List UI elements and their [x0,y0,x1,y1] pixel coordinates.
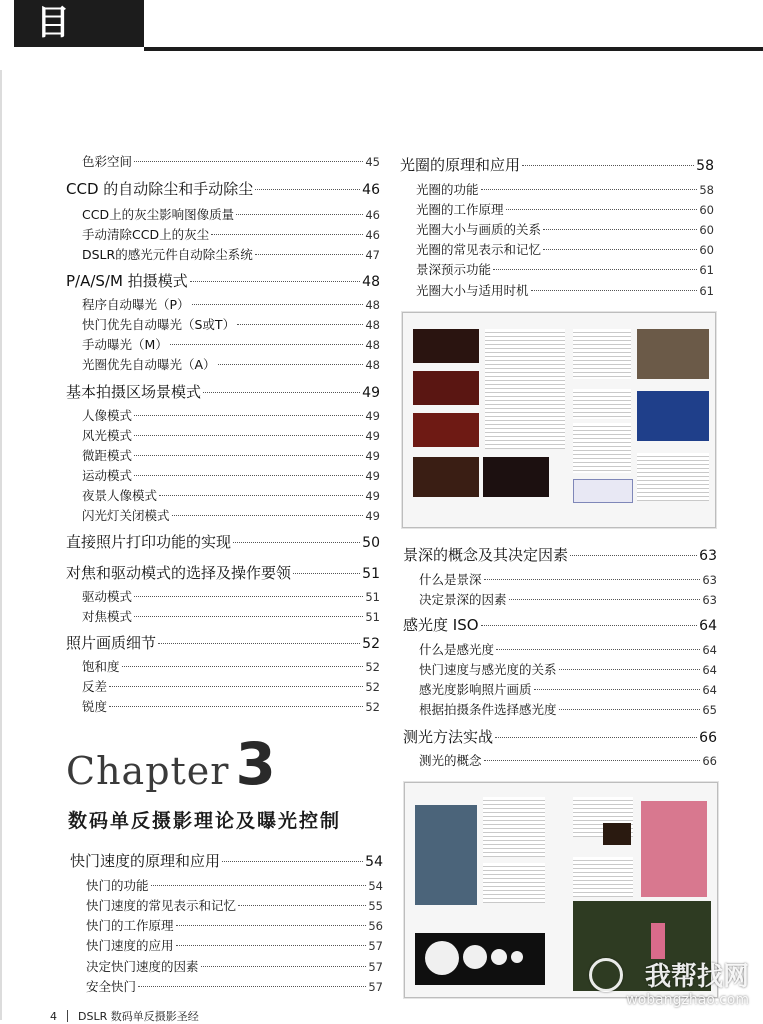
toc-entry-page: 49 [365,509,380,523]
toc-entry-title: 光圈的原理和应用 [400,156,521,174]
dot-leader [543,248,697,250]
dot-leader [293,572,360,574]
toc-subsection-entry [419,680,717,698]
watermark-url: wobangzhao.com [626,992,749,1008]
toc-section-entry [400,154,714,175]
toc-entry-title: 闪光灯关闭模式 [82,508,170,523]
toc-subsection-entry [416,180,714,198]
dot-leader [495,736,697,738]
toc-entry-title: 什么是感光度 [419,642,495,657]
toc-entry-page: 61 [699,284,714,298]
toc-entry-title: 光圈的工作原理 [416,202,504,217]
toc-section-entry [66,270,380,291]
dot-leader [531,289,698,291]
toc-entry-title: 人像模式 [82,408,133,423]
toc-entry-page: 49 [365,449,380,463]
dot-leader [493,268,697,270]
toc-entry-page: 63 [699,548,717,564]
toc-entry-title: 程序自动曝光（P） [82,297,190,312]
toc-subsection-entry [416,200,714,218]
toc-section-entry [66,562,380,583]
toc-entry-title: 测光方法实战 [403,728,494,746]
toc-entry-page: 64 [702,663,717,677]
toc-entry-title: 对焦和驱动模式的选择及操作要领 [66,564,292,582]
footer-divider [67,1010,68,1022]
toc-subsection-entry [82,355,380,373]
dot-leader [218,363,364,365]
toc-entry-page: 51 [365,610,380,624]
toc-subsection-entry [82,315,380,333]
page-number: 4 [50,1009,57,1023]
toc-subsection-entry [82,466,380,484]
watermark-name: 我帮找网 [644,962,749,992]
toc-entry-page: 49 [365,409,380,423]
toc-entry-title: 手动曝光（M） [82,337,168,352]
toc-entry-page: 50 [362,535,380,551]
toc-entry-title: 测光的概念 [419,753,482,768]
toc-subsection-entry [416,220,714,238]
dot-leader [559,668,701,670]
toc-entry-page: 52 [362,636,380,652]
toc-subsection-entry [82,657,380,675]
toc-subsection-entry [82,225,380,243]
toc-subsection-entry [416,281,714,299]
toc-subsection-entry [82,607,380,625]
toc-entry-page: 64 [702,643,717,657]
chapter-heading [66,730,276,800]
toc-entry-page: 65 [702,703,717,717]
toc-subsection-entry [419,751,717,769]
toc-subsection-entry [82,335,380,353]
dot-leader [255,253,364,255]
toc-entry-title: 感光度影响照片画质 [419,682,532,697]
toc-entry-page: 47 [365,248,380,262]
dot-leader [484,578,701,580]
toc-entry-title: 直接照片打印功能的实现 [66,533,232,551]
toc-entry-page: 66 [699,730,717,746]
dot-leader [122,665,364,667]
toc-entry-page: 60 [699,223,714,237]
toc-entry-title: 光圈优先自动曝光（A） [82,357,216,372]
toc-subsection-entry [82,677,380,695]
toc-entry-title: 安全快门 [86,979,137,994]
toc-subsection-entry [86,957,383,975]
page-title: 目 录 [14,0,144,47]
toc-entry-page: 57 [368,939,383,953]
chapter-word: Chapter [66,749,230,793]
toc-entry-title: 景深的概念及其决定因素 [403,546,569,564]
dot-leader [134,434,363,436]
toc-entry-page: 51 [362,566,380,582]
magnifier-icon [589,958,623,992]
toc-entry-title: 快门速度的原理和应用 [70,852,221,870]
dot-leader [172,514,364,516]
toc-entry-title: 景深预示功能 [416,262,492,277]
page-spread-thumbnail-aperture [402,312,716,528]
dot-leader [134,595,363,597]
dot-leader [134,615,363,617]
dot-leader [201,965,367,967]
toc-entry-title: 快门优先自动曝光（S或T） [82,317,236,332]
toc-entry-title: 光圈的常见表示和记忆 [416,242,542,257]
toc-subsection-entry [82,446,380,464]
toc-entry-page: 64 [699,618,717,634]
chapter-number: 3 [235,730,276,798]
toc-subsection-entry [419,590,717,608]
toc-entry-page: 60 [699,203,714,217]
toc-entry-page: 58 [699,183,714,197]
dot-leader [176,924,367,926]
toc-entry-page: 54 [368,879,383,893]
toc-entry-page: 66 [702,754,717,768]
dot-leader [481,624,698,626]
toc-entry-title: 照片画质细节 [66,634,157,652]
title-rule [144,47,763,51]
toc-entry-title: 快门速度与感光度的关系 [419,662,557,677]
toc-section-entry [66,632,380,653]
toc-entry-page: 45 [365,155,380,169]
toc-subsection-entry [82,486,380,504]
toc-entry-title: 运动模式 [82,468,133,483]
toc-section-entry [403,614,717,635]
toc-subsection-entry [82,506,380,524]
dot-leader [496,648,700,650]
toc-section-entry [403,726,717,747]
toc-entry-title: 夜景人像模式 [82,488,158,503]
toc-entry-page: 55 [368,899,383,913]
toc-entry-page: 60 [699,243,714,257]
toc-subsection-entry [82,406,380,424]
dot-leader [509,598,701,600]
toc-subsection-entry [419,700,717,718]
toc-entry-title: 快门速度的常见表示和记忆 [86,898,237,913]
toc-entry-page: 54 [365,854,383,870]
dot-leader [211,233,363,235]
book-title: DSLR 数码单反摄影圣经 [78,1010,199,1023]
page-edge [0,70,2,1020]
toc-entry-title: DSLR的感光元件自动除尘系统 [82,247,253,262]
toc-section-entry [66,381,380,402]
dot-leader [134,414,363,416]
toc-subsection-entry [416,240,714,258]
dot-leader [134,454,363,456]
toc-subsection-entry [416,260,714,278]
dot-leader [176,944,367,946]
toc-entry-page: 58 [696,158,714,174]
toc-entry-page: 51 [365,590,380,604]
toc-subsection-entry [86,936,383,954]
toc-subsection-entry [419,640,717,658]
toc-entry-page: 48 [362,274,380,290]
toc-subsection-entry [82,245,380,263]
toc-entry-title: 决定快门速度的因素 [86,959,199,974]
toc-entry-title: CCD 的自动除尘和手动除尘 [66,180,254,198]
watermark [585,954,755,1016]
dot-leader [255,188,360,190]
dot-leader [233,541,360,543]
toc-entry-title: 反差 [82,679,108,694]
toc-subsection-entry [86,916,383,934]
toc-subsection-entry [82,152,380,170]
toc-entry-title: 光圈大小与适用时机 [416,283,529,298]
toc-entry-page: 48 [365,298,380,312]
dot-leader [522,164,694,166]
toc-entry-title: 驱动模式 [82,589,133,604]
dot-leader [543,228,697,230]
toc-subsection-entry [82,295,380,313]
toc-entry-page: 46 [365,208,380,222]
dot-leader [138,985,366,987]
toc-entry-title: 快门的工作原理 [86,918,174,933]
toc-entry-title: 锐度 [82,699,108,714]
toc-section-entry [66,178,380,199]
toc-entry-page: 61 [699,263,714,277]
toc-entry-title: CCD上的灰尘影响图像质量 [82,207,235,222]
dot-leader [534,688,701,690]
toc-entry-page: 57 [368,980,383,994]
toc-subsection-entry [419,660,717,678]
toc-entry-page: 46 [362,182,380,198]
toc-entry-title: 根据拍摄条件选择感光度 [419,702,557,717]
dot-leader [481,188,698,190]
dot-leader [109,685,363,687]
dot-leader [203,391,360,393]
dot-leader [134,474,363,476]
dot-leader [134,160,363,162]
toc-entry-page: 49 [365,429,380,443]
dot-leader [559,708,701,710]
dot-leader [151,884,367,886]
dot-leader [238,904,366,906]
chapter-title: 数码单反摄影理论及曝光控制 [68,810,342,832]
dot-leader [170,343,364,345]
toc-entry-page: 56 [368,919,383,933]
toc-entry-title: 什么是景深 [419,572,482,587]
toc-entry-page: 52 [365,680,380,694]
toc-entry-title: 光圈的功能 [416,182,479,197]
dot-leader [109,705,363,707]
dot-leader [484,759,701,761]
dot-leader [236,213,363,215]
page-footer [50,1008,199,1024]
dot-leader [158,642,360,644]
toc-subsection-entry [82,697,380,715]
toc-entry-title: 基本拍摄区场景模式 [66,383,202,401]
dot-leader [159,494,363,496]
toc-entry-page: 52 [365,700,380,714]
toc-entry-title: P/A/S/M 拍摄模式 [66,272,188,290]
toc-entry-title: 决定景深的因素 [419,592,507,607]
toc-entry-page: 49 [365,489,380,503]
toc-entry-page: 49 [365,469,380,483]
toc-entry-title: 饱和度 [82,659,120,674]
dot-leader [570,554,697,556]
dot-leader [192,303,364,305]
toc-section-entry [403,544,717,565]
toc-section-entry [66,531,380,552]
dot-leader [190,280,360,282]
toc-entry-title: 快门的功能 [86,878,149,893]
toc-entry-title: 色彩空间 [82,154,133,169]
toc-entry-title: 微距模式 [82,448,133,463]
toc-entry-page: 48 [365,358,380,372]
toc-subsection-entry [82,205,380,223]
toc-entry-title: 对焦模式 [82,609,133,624]
toc-subsection-entry [419,570,717,588]
toc-entry-page: 49 [362,385,380,401]
toc-entry-page: 48 [365,318,380,332]
dot-leader [222,860,363,862]
dot-leader [506,208,698,210]
toc-subsection-entry [82,587,380,605]
toc-entry-page: 63 [702,593,717,607]
toc-subsection-entry [82,426,380,444]
dot-leader [237,323,363,325]
toc-entry-page: 48 [365,338,380,352]
toc-entry-title: 光圈大小与画质的关系 [416,222,542,237]
toc-entry-title: 快门速度的应用 [86,938,174,953]
toc-entry-page: 52 [365,660,380,674]
toc-subsection-entry [86,876,383,894]
toc-entry-title: 感光度 ISO [403,616,479,634]
toc-entry-title: 风光模式 [82,428,133,443]
toc-subsection-entry [86,896,383,914]
toc-subsection-entry [86,977,383,995]
toc-section-entry [70,850,383,871]
toc-entry-page: 46 [365,228,380,242]
toc-entry-page: 57 [368,960,383,974]
toc-entry-page: 63 [702,573,717,587]
toc-entry-page: 64 [702,683,717,697]
toc-entry-title: 手动清除CCD上的灰尘 [82,227,210,242]
